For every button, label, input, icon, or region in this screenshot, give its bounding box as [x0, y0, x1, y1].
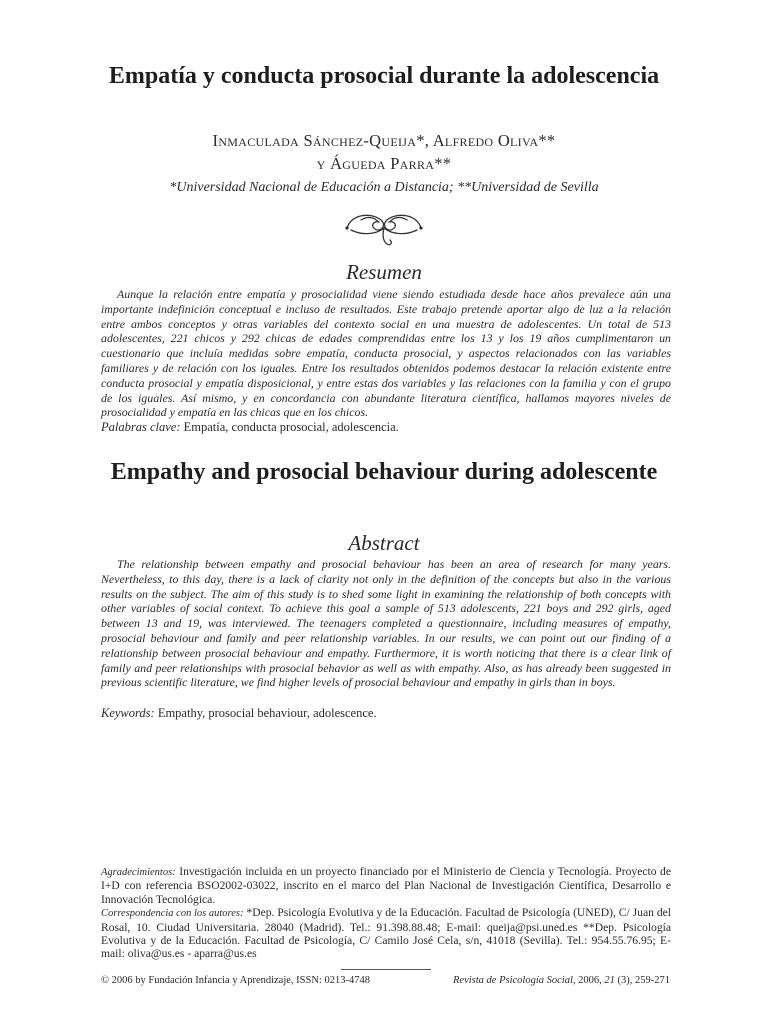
journal-name: Revista de Psicología Social,: [453, 975, 576, 986]
acknowledgements-text: Investigación incluida en un proyecto financiado por el Ministerio de Ciencia y Tecnología. Proyecto de I+D con referencia BSO2002-03022, inscrito en el marco del Plan Nacional de Investigación Científica, Desarrollo e Innovación Tecnológica.: [101, 865, 671, 906]
acknowledgements-label: Agradecimientos:: [101, 867, 176, 878]
authors-line-1: Inmaculada Sánchez-Queija*, Alfredo Oliva**: [212, 131, 556, 150]
english-keywords-label: Keywords:: [101, 706, 155, 720]
english-title: Empathy and prosocial behaviour during adolescente: [110, 459, 658, 485]
journal-volume: 21: [604, 975, 615, 986]
spanish-title: Empatía y conducta prosocial durante la adolescencia: [108, 63, 660, 89]
correspondence-label: Correspondencia con los autores:: [101, 908, 244, 920]
affiliations: *Universidad Nacional de Educación a Distancia; **Universidad de Sevilla: [169, 180, 599, 195]
flourish-ornament-icon: [341, 206, 427, 248]
spanish-keywords-label: Palabras clave:: [101, 420, 181, 434]
english-keywords: [101, 705, 671, 721]
resumen-heading: Resumen: [346, 260, 422, 284]
spanish-abstract-text: Aunque la relación entre empatía y prosocialidad viene siendo estudiada desde hace años prevalece aún una importante indefinición conceptual e incluso de resultados. Este trabajo pretende aportar algo de luz a la relación entre ambos conceptos y otras variables del contexto social en una muestra de adolescentes. Un total de 513 adolescentes, 221 chicos y 292 chicas de edades comprendidas entre los 13 y los 19 años cumplimentaron un cuestionario que incluía medidas sobre empatía, conducta prosocial, y aspectos relacionados con las variables familiares y de relación con los iguales. Entre los resultados obtenidos podemos destacar la relación existente entre conducta prosocial y empatía disposicional, y entre estas dos variables y las relaciones con la familia y con el grupo de los iguales. Así mismo, y en concordancia con abundante literatura científica, hallamos mayores niveles de prosocialidad y empatía en las chicas que en los chicos.: [101, 287, 671, 420]
english-abstract-text: The relationship between empathy and prosocial behaviour has been an area of research for many years. Nevertheless, to this day, there is a lack of clarity not only in the definition of the concepts but also in the various results on the subject. The aim of this study is to shed some light in examining the relationship of both concepts with other variables of social context. To achieve this goal a sample of 513 adolescents, 221 boys and 292 girls, aged between 13 and 19, was interviewed. The teenagers completed a questionnaire, including measures of empathy, prosocial behaviour and family and peer relationship variables. In our results, we can point out our finding of a relationship between prosocial behaviour and empathy. Furthermore, it is worth noticing that there is a clear link of family and peer relationships with prosocial behavior as well as with empathy. Also, as has already been suggested in previous scientific literature, we find higher levels of prosocial behaviour and empathy in girls than in boys.: [101, 557, 671, 690]
spanish-keywords-text: Empatía, conducta prosocial, adolescencia.: [183, 420, 399, 434]
spanish-keywords: [101, 419, 671, 435]
authors: [100, 129, 668, 175]
spanish-abstract: [101, 287, 671, 420]
footnotes: [101, 865, 671, 961]
english-abstract: [101, 557, 671, 690]
correspondence-text: *Dep. Psicología Evolutiva y de la Educación. Facultad de Psicología (UNED), C/ Juan del Rosal, 10. Ciudad Universitaria. 28040 (Madrid). Tel.: 91.398.88.48; E-mail: queija@psi.uned.es **Dep. Psicología Evolutiva y de la Educación. Facultad de Psicología, C/ Camilo José Cela, s/n, 41018 (Sevilla). Tel.: 954.55.76.95; E-mail: oliva@us.es - aparra@us.es: [101, 906, 671, 961]
abstract-heading: Abstract: [348, 531, 420, 555]
journal-issue-pages: (3), 259-271: [617, 975, 670, 986]
authors-line-2: y Águeda Parra**: [316, 154, 452, 173]
footer-divider: [341, 969, 431, 970]
correspondence-note: [101, 906, 671, 961]
acknowledgements-note: [101, 865, 671, 906]
journal-year: 2006,: [578, 975, 602, 986]
journal-citation: [440, 974, 670, 987]
copyright-notice: © 2006 by Fundación Infancia y Aprendizaje, ISSN: 0213-4748: [101, 975, 370, 986]
english-keywords-text: Empathy, prosocial behaviour, adolescence.: [157, 706, 377, 720]
